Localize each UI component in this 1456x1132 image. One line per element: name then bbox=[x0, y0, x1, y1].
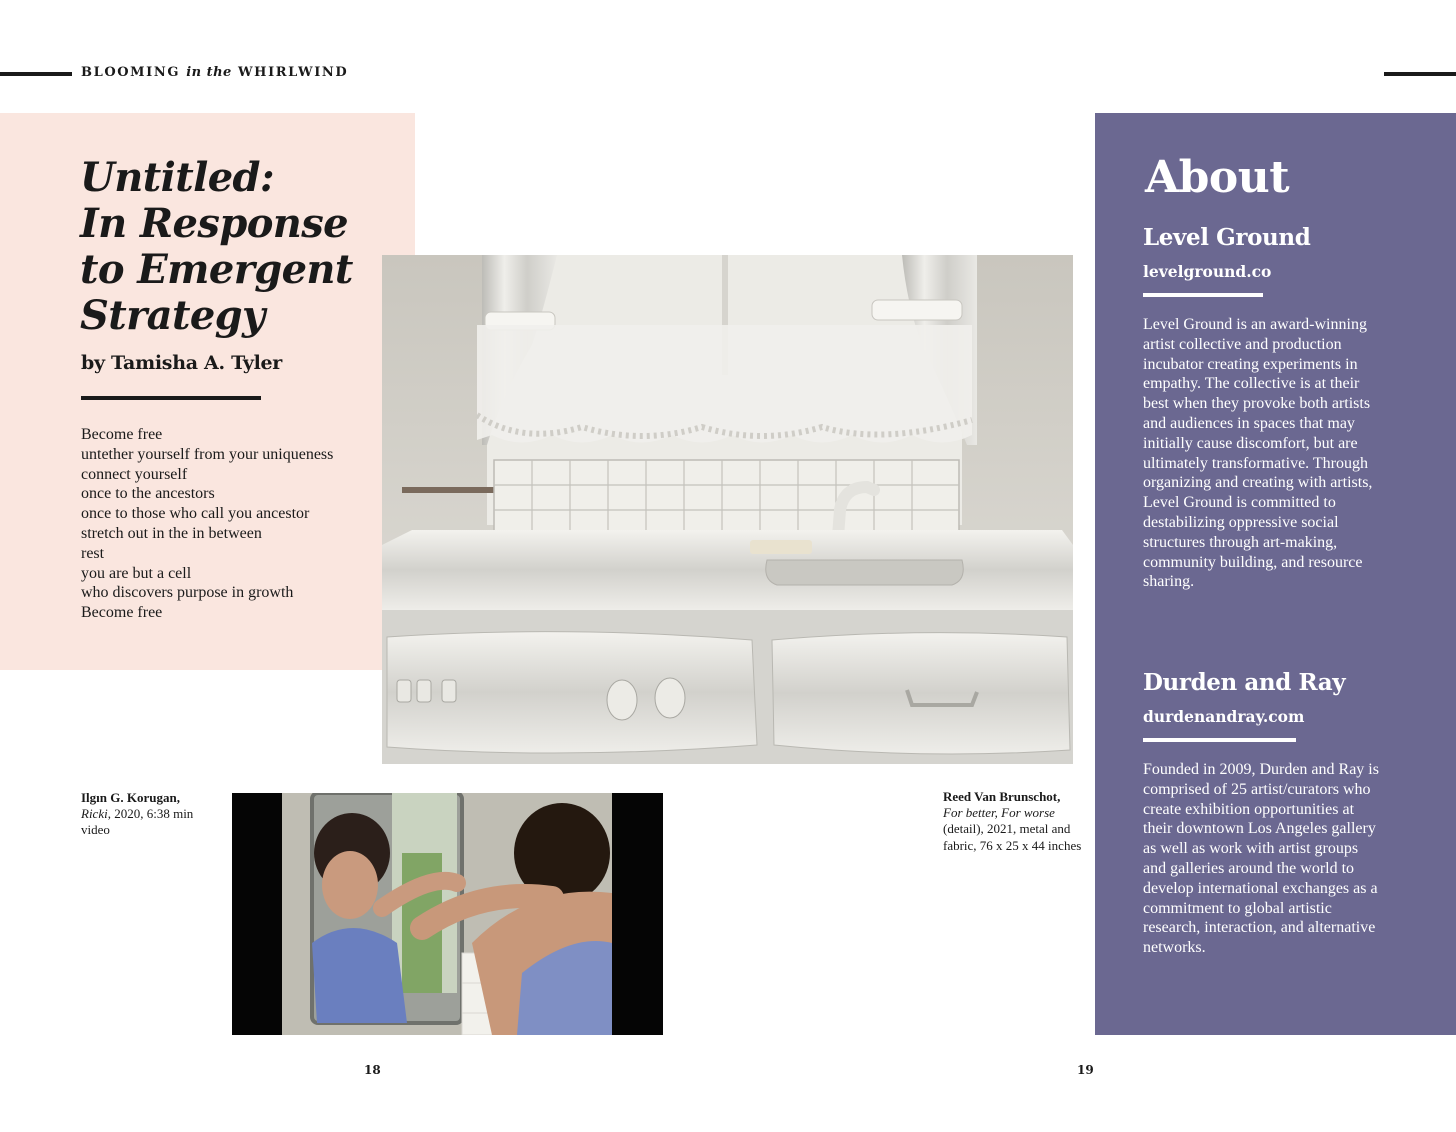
poem-line: you are but a cell bbox=[81, 564, 192, 582]
poem-line: untether yourself from your uniqueness bbox=[81, 445, 334, 463]
byline: by Tamisha A. Tyler bbox=[81, 352, 283, 374]
page-number-right: 19 bbox=[1077, 1063, 1094, 1077]
caption-right-artist: Reed Van Brunschot, bbox=[943, 789, 1061, 804]
header-rule-left bbox=[0, 72, 72, 76]
org-rule bbox=[1143, 738, 1296, 742]
poem-line: once to those who call you ancestor bbox=[81, 505, 310, 523]
title-line: to Emergent bbox=[80, 246, 353, 293]
org-description-durden-and-ray: Founded in 2009, Durden and Ray is comprised of 25 artist/curators who create exhibition opportunities at their downtown Los Angeles gallery as well as work with artist groups and galleries around the world to develop international exchanges as a commitment to global artistic research, interaction, and alternative networks. bbox=[1143, 761, 1379, 957]
poem-line: Become free bbox=[81, 426, 163, 443]
org-url-durden-and-ray[interactable]: durdenandray.com bbox=[1143, 707, 1305, 726]
org-description-level-ground: Level Ground is an award-winning artist collective and production incubator creating experiments in empathy. The collective is at their best when they provoke both artists and audiences in spaces that may initially cause discomfort, but are ultimately transformative. Through organizing and creating with artists, Level Ground is committed to destabilizing oppressive social structures through art-making, community building, and resource sharing. bbox=[1143, 316, 1373, 591]
artwork-illustration bbox=[382, 255, 1073, 764]
caption-left-work: Ricki bbox=[81, 806, 108, 822]
running-head-part2: in the bbox=[186, 65, 232, 80]
artwork-photo-kitchen-sculpture bbox=[382, 255, 1073, 764]
poem-line: once to the ancestors bbox=[81, 485, 215, 503]
title-line: Untitled: bbox=[80, 154, 275, 201]
video-still-ricki bbox=[232, 793, 663, 1035]
caption-left-artist: Ilgın G. Korugan, bbox=[81, 790, 180, 805]
poem-line: Become free bbox=[81, 604, 163, 622]
org-name-level-ground: Level Ground bbox=[1143, 224, 1311, 251]
org-url-level-ground[interactable]: levelground.co bbox=[1143, 262, 1272, 281]
video-still-illustration bbox=[232, 793, 663, 1035]
caption-for-better-for-worse bbox=[943, 789, 1083, 854]
page-number-left: 18 bbox=[364, 1063, 381, 1077]
org-rule bbox=[1143, 293, 1263, 297]
title-line: Strategy bbox=[80, 292, 265, 339]
org-name-durden-and-ray: Durden and Ray bbox=[1143, 669, 1346, 696]
caption-ricki bbox=[81, 790, 221, 839]
poem-line: rest bbox=[81, 544, 105, 562]
title-line: In Response bbox=[80, 200, 349, 247]
caption-right-work: For better, For worse bbox=[943, 805, 1055, 821]
poem-line: stretch out in the in between bbox=[81, 524, 262, 542]
poem-line: who discovers purpose in growth bbox=[81, 584, 294, 602]
about-title: About bbox=[1145, 152, 1290, 203]
running-head-part1: BLOOMING bbox=[81, 65, 181, 80]
byline-rule bbox=[81, 396, 261, 400]
poem bbox=[81, 425, 333, 623]
running-head bbox=[81, 65, 348, 80]
caption-left-details: , 2020, 6:38 min video bbox=[81, 806, 194, 838]
caption-right-details: (detail), 2021, metal and fabric, 76 x 25 x 44 inches bbox=[943, 821, 1082, 853]
header-rule-right bbox=[1384, 72, 1456, 76]
running-head-part3: WHIRLWIND bbox=[237, 65, 349, 80]
article-title bbox=[80, 155, 410, 339]
poem-line: connect yourself bbox=[81, 465, 188, 483]
